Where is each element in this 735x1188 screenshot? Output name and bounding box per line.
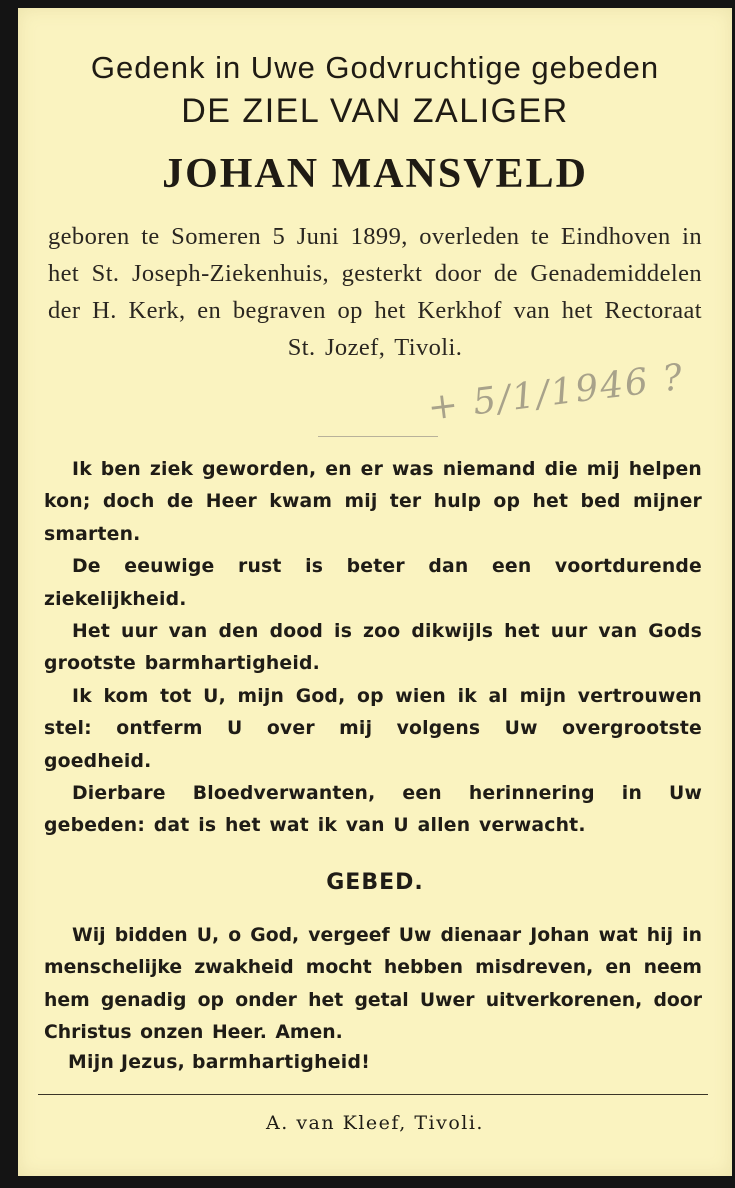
pencil-stroke	[318, 436, 438, 437]
prayer-title: GEBED.	[326, 870, 424, 895]
prayer-text: Wij bidden U, o God, vergeef Uw dienaar Johan wat hij in menschelijke zwakheid mocht hebben misdreven, en neem hem genadig op onder het getal Uwer uitverkorenen, door Christus onzen Heer. Amen.	[44, 925, 702, 1044]
divider-line	[38, 1094, 708, 1095]
verse-paragraph: De eeuwige rust is beter dan een voortdurende ziekelijkheid.	[44, 556, 702, 610]
verse-list	[44, 454, 702, 843]
intro-line: Gedenk in Uwe Godvruchtige gebeden	[90, 50, 660, 85]
verse-paragraph: Het uur van den dood is zoo dikwijls het uur van Gods grootste barmhartigheid.	[44, 621, 702, 675]
verse-paragraph: Dierbare Bloedverwanten, een herinnering in Uw gebeden: dat is het wat ik van U allen verwacht.	[44, 783, 702, 837]
deceased-name: JOHAN MANSVELD	[162, 151, 588, 197]
verse-paragraph: Ik ben ziek geworden, en er was niemand die mij helpen kon; doch de Heer kwam mij ter hulp op het bed mijner smarten.	[44, 459, 702, 545]
memorial-card	[18, 8, 732, 1176]
biography-text: geboren te Someren 5 Juni 1899, overleden te Eindhoven in het St. Joseph-Ziekenhuis, gesterkt door de Genademiddelen der H. Kerk, en begraven op het Kerkhof van het Rectoraat St. Jozef, Tivoli.	[48, 223, 702, 361]
soul-line: DE ZIEL VAN ZALIGER	[181, 92, 569, 130]
printer-credit: A. van Kleef, Tivoli.	[266, 1112, 484, 1134]
handwritten-date-annotation: + 5/1/1946 ?	[425, 356, 687, 429]
verse-paragraph: Ik kom tot U, mijn God, op wien ik al mijn vertrouwen stel: ontferm U over mij volgens Uw overgrootste goedheid.	[44, 685, 702, 772]
closing-invocation: Mijn Jezus, barmhartigheid!	[68, 1052, 371, 1073]
